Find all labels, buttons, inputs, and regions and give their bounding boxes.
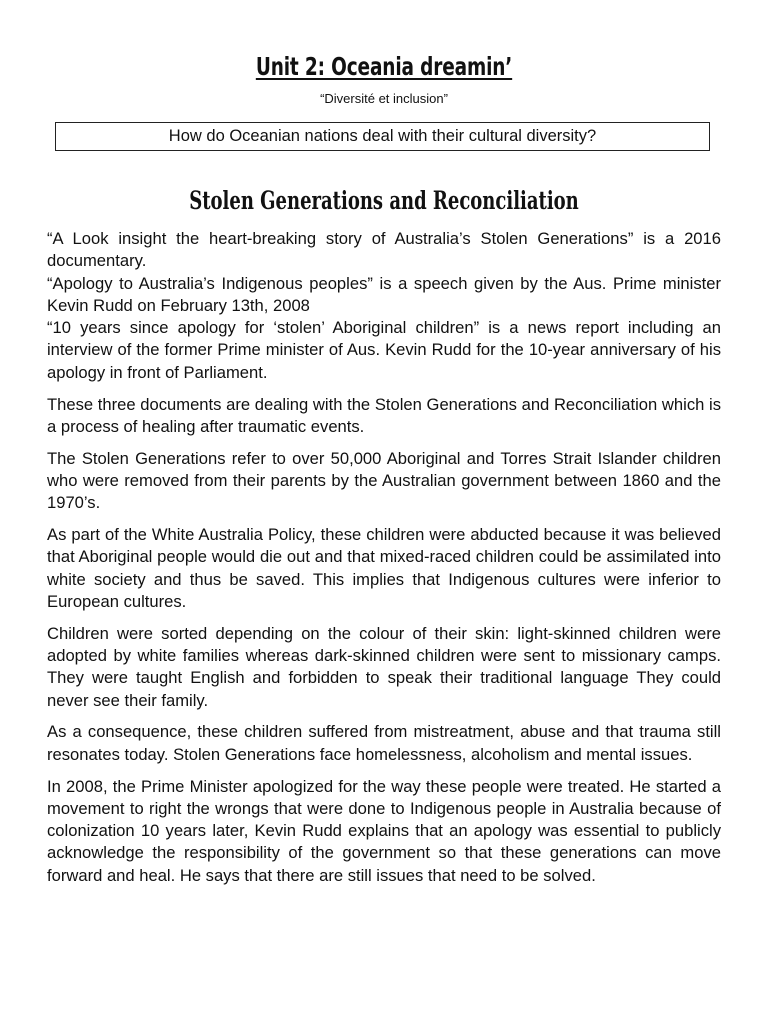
paragraph-skin-colour: Children were sorted depending on the colour of their skin: light-skinned children were adopted by white families whereas dark-skinned children were sent to missionary camps. They were taught English and forbidden to speak their traditional language They could never see their family. [47, 623, 721, 710]
unit-title: Unit 2: Oceania dreamin’ [255, 52, 513, 81]
paragraph-news-report: “10 years since apology for ‘stolen’ Aboriginal children” is a news report including an interview of the former Prime minister of Aus. Kevin Rudd for the 10-year anniversary of his apology in front of Parliament. [47, 318, 721, 382]
question-text: How do Oceanian nations deal with their cultural diversity? [168, 127, 597, 145]
paragraph-stolen-generations: The Stolen Generations refer to over 50,000 Aboriginal and Torres Strait Islander children who were removed from their parents by the Australian government between 1860 and the 1970’s. [47, 448, 721, 513]
paragraph-reconciliation: These three documents are dealing with the Stolen Generations and Reconciliation which is a process of healing after traumatic events. [47, 394, 721, 436]
paragraph-consequences: As a consequence, these children suffered from mistreatment, abuse and that trauma still resonates today. Stolen Generations face homelessness, alcoholism and mental issues. [47, 722, 721, 764]
section-title: Stolen Generations and Reconciliation [189, 186, 579, 215]
unit-subtitle: “Diversité et inclusion” [320, 91, 448, 106]
paragraph-apology: In 2008, the Prime Minister apologized for the way these people were treated. He started a movement to right the wrongs that were done to Indigenous people in Australia because of colonization 10 years later, Kevin Rudd explains that an apology was essential to publicly acknowledge the responsibility of the government so that these generations can move forward and heal. He says that there are still issues that need to be solved. [47, 776, 721, 885]
question-box [55, 122, 710, 151]
paragraph-documentary: “A Look insight the heart-breaking story of Australia’s Stolen Generations” is a 2016 documentary. [47, 229, 721, 271]
body-text [47, 228, 721, 897]
paragraph-white-australia-policy: As part of the White Australia Policy, these children were abducted because it was believed that Aboriginal people would die out and that mixed-raced children could be assimilated into white society and thus be saved. This implies that Indigenous cultures were inferior to European cultures. [47, 525, 721, 611]
paragraph-speech: “Apology to Australia’s Indigenous peoples” is a speech given by the Aus. Prime minister Kevin Rudd on February 13th, 2008 [47, 273, 721, 315]
